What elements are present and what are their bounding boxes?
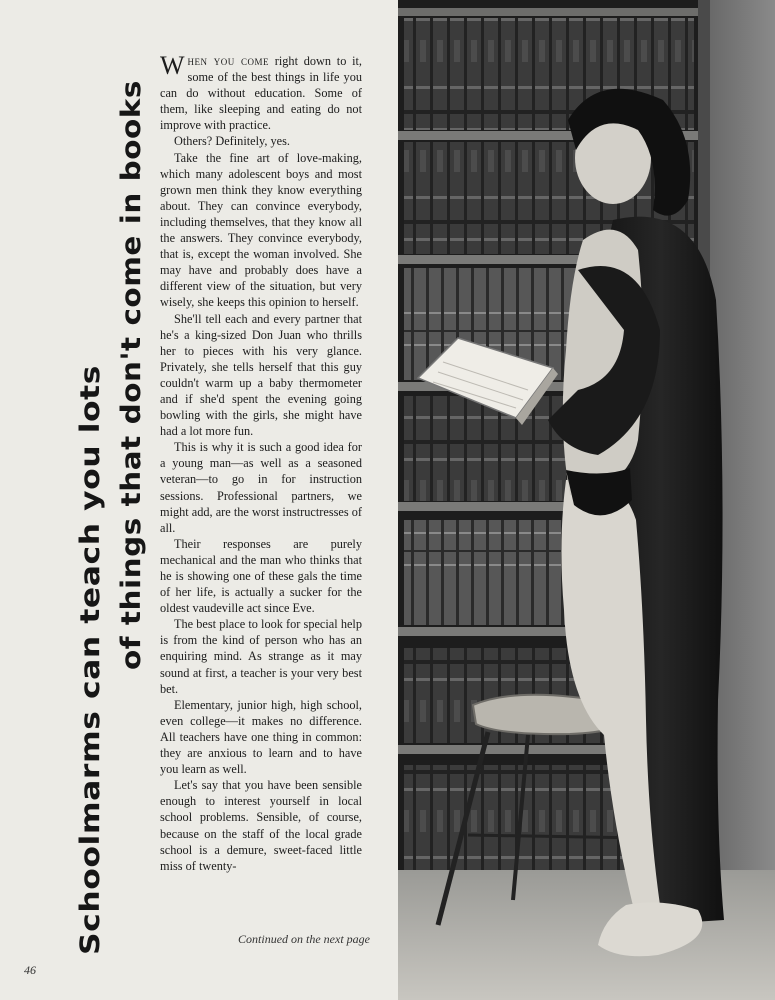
photo-bookshelf-scene	[398, 0, 775, 1000]
headline-line-1: Schoolmarms can teach you lots	[75, 447, 106, 955]
paragraph: Take the fine art of love-making, which many adolescent boys and most grown men think they know everything about. They can convince everybody, including themselves, that they know all the answers. They convince everybody, that is, except the woman involved. She may have and probably does have a different view of the situation, but very wisely, she keeps this opinion to herself.	[160, 150, 362, 310]
headline-svg	[30, 40, 160, 955]
paragraph: Their responses are purely mechanical and the man who thinks that he is showing one of these gals the time of her life, is actually a sucker for the oldest vaudeville act since Eve.	[160, 536, 362, 616]
paragraph: This is why it is such a good idea for a young man—as well as a seasoned veteran—to go in for instruction sessions. Professional partners, we might add, are the worst instructresses of all.	[160, 440, 362, 535]
lead-small-caps: hen you come	[187, 54, 270, 68]
lead-text: right down to it, some of the best things in life you can do without education. Some of them, like sleeping and eating do not improve with practice.	[160, 54, 362, 133]
lead-paragraph	[160, 53, 362, 133]
headline-line-2: of things that don't come in books	[116, 128, 147, 670]
paragraph: The best place to look for special help is from the kind of person who has an enquiring mind. As strange as it may sound at first, a teacher is your very best bet.	[160, 617, 362, 696]
paragraph: She'll tell each and every partner that he's a king-sized Don Juan who thrills her to pieces with his very glance. Privately, she tells herself that this guy couldn't warm up a baby thermometer and if she'd spent the evening going bowling with the girls, she might have had a lot more fun.	[160, 311, 362, 439]
continued-note: Continued on the next page	[238, 932, 370, 946]
paragraph: Let's say that you have been sensible enough to interest yourself in local school problems. Sensible, of course, because on the staff of the local grade school is a demure, sweet-faced little miss of twenty-	[160, 778, 362, 873]
paragraph: Others? Definitely, yes.	[174, 134, 290, 149]
photo-illustration	[398, 0, 775, 1000]
headline	[30, 40, 160, 955]
page-number: 46	[24, 963, 36, 977]
drop-cap: W	[160, 51, 185, 80]
article-body	[160, 53, 362, 874]
paragraph: Elementary, junior high, high school, even college—it makes no difference. All teachers have one thing in common: they are anxious to learn and to have you learn as well.	[160, 697, 362, 777]
